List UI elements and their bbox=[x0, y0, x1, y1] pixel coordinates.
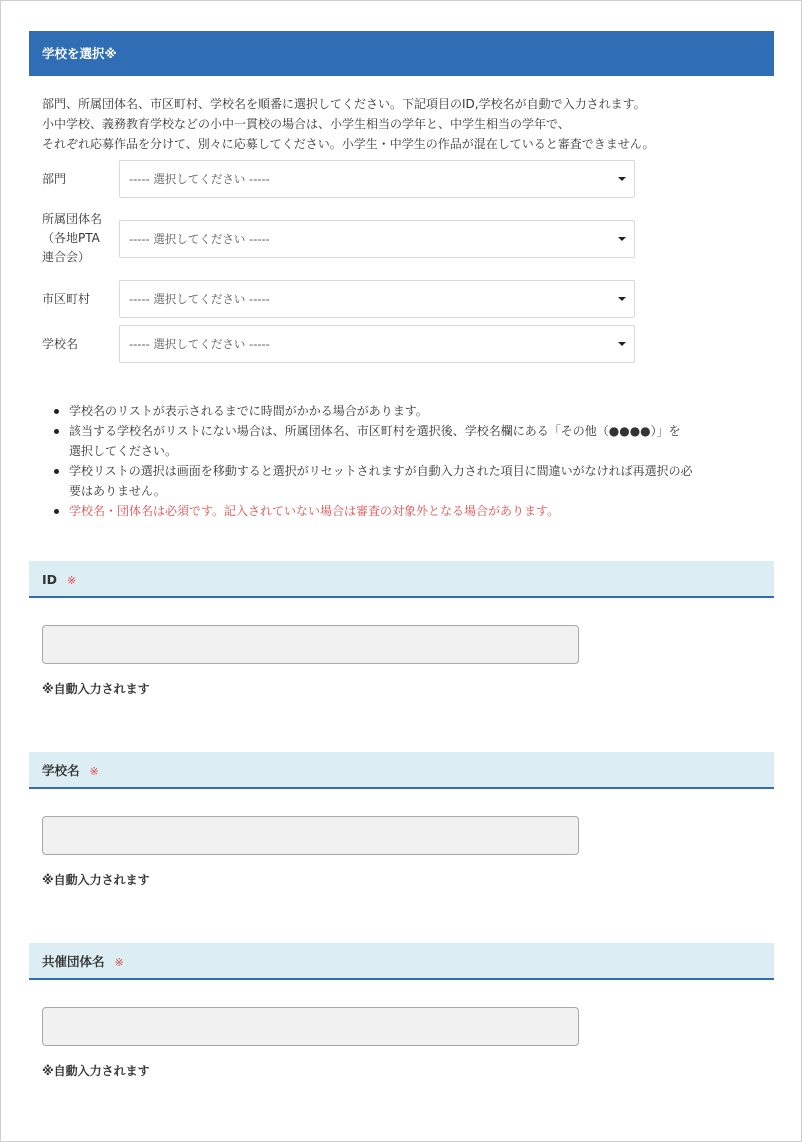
department-select-value: ----- 選択してください ----- bbox=[129, 172, 270, 186]
department-select[interactable] bbox=[119, 160, 635, 198]
intro-line-2: 小中学校、義務教育学校などの小中一貫校の場合は、小学生相当の学年と、中学生相当の学年で、 bbox=[42, 117, 570, 131]
school-select[interactable] bbox=[119, 325, 635, 363]
note-reset-line-2: 要はありません。 bbox=[69, 484, 166, 498]
intro-text bbox=[29, 94, 774, 154]
department-label: 部門 bbox=[42, 171, 67, 186]
note-item-other-school bbox=[69, 421, 774, 461]
organization-row bbox=[29, 210, 774, 267]
school-label: 学校名 bbox=[42, 336, 79, 351]
city-select-value: ----- 選択してください ----- bbox=[129, 292, 270, 306]
id-section-title: ID bbox=[42, 572, 58, 587]
note-item-required-warning: 学校名・団体名は必須です。記入されていない場合は審査の対象外となる場合があります。 bbox=[69, 501, 774, 521]
city-select[interactable] bbox=[119, 280, 635, 318]
school-name-input[interactable] bbox=[42, 816, 579, 855]
city-row bbox=[29, 280, 774, 318]
co-organizer-section-header bbox=[29, 943, 774, 980]
id-section-header bbox=[29, 561, 774, 598]
co-organizer-input[interactable] bbox=[42, 1007, 579, 1046]
school-name-section bbox=[29, 752, 774, 888]
organization-select[interactable] bbox=[119, 220, 635, 258]
intro-line-3: それぞれ応募作品を分けて、別々に応募してください。小学生・中学生の作品が混在していると審査できません。 bbox=[42, 137, 655, 151]
id-input[interactable] bbox=[42, 625, 579, 664]
department-row bbox=[29, 160, 774, 198]
organization-select-value: ----- 選択してください ----- bbox=[129, 231, 270, 246]
school-select-value: ----- 選択してください ----- bbox=[129, 337, 270, 351]
note-reset-line-1: 学校リストの選択は画面を移動すると選択がリセットされますが自動入力された項目に間違いがなければ再選択の必 bbox=[69, 464, 693, 478]
note-other-school-line-2: 選択してください。 bbox=[69, 444, 178, 458]
notes-list bbox=[29, 401, 774, 521]
school-name-section-header bbox=[29, 752, 774, 789]
city-label: 市区町村 bbox=[42, 291, 91, 306]
school-row bbox=[29, 325, 774, 363]
intro-line-1: 部門、所属団体名、市区町村、学校名を順番に選択してください。下記項目のID,学校名が自動で入力されます。 bbox=[42, 97, 646, 111]
school-name-section-title: 学校名 bbox=[42, 763, 80, 778]
chevron-down-icon bbox=[618, 177, 626, 181]
school-select-header bbox=[29, 31, 774, 76]
chevron-down-icon bbox=[618, 237, 626, 241]
required-mark: ※ bbox=[89, 765, 99, 778]
co-organizer-auto-note: ※自動入力されます bbox=[42, 1064, 150, 1078]
co-organizer-section-title: 共催団体名 bbox=[42, 954, 105, 969]
school-select-form bbox=[29, 31, 774, 1079]
school-name-auto-note: ※自動入力されます bbox=[42, 873, 150, 887]
id-section bbox=[29, 561, 774, 697]
note-item-reset bbox=[69, 461, 774, 501]
chevron-down-icon bbox=[618, 342, 626, 346]
note-item-loading: 学校名のリストが表示されるまでに時間がかかる場合があります。 bbox=[69, 401, 774, 421]
co-organizer-section bbox=[29, 943, 774, 1079]
organization-label-line-2: （各地PTA bbox=[42, 231, 100, 245]
note-other-school-line-1: 該当する学校名がリストにない場合は、所属団体名、市区町村を選択後、学校名欄にある「その他（●●●●）」を bbox=[69, 424, 681, 438]
required-mark: ※ bbox=[114, 956, 124, 969]
chevron-down-icon bbox=[618, 297, 626, 301]
required-mark: ※ bbox=[67, 574, 77, 587]
id-auto-note: ※自動入力されます bbox=[42, 682, 150, 696]
organization-label-line-3: 連合会） bbox=[42, 250, 91, 264]
organization-label-line-1: 所属団体名 bbox=[42, 212, 103, 226]
select-fields bbox=[29, 160, 774, 363]
organization-label bbox=[29, 210, 119, 267]
school-select-title: 学校を選択※ bbox=[42, 46, 117, 61]
